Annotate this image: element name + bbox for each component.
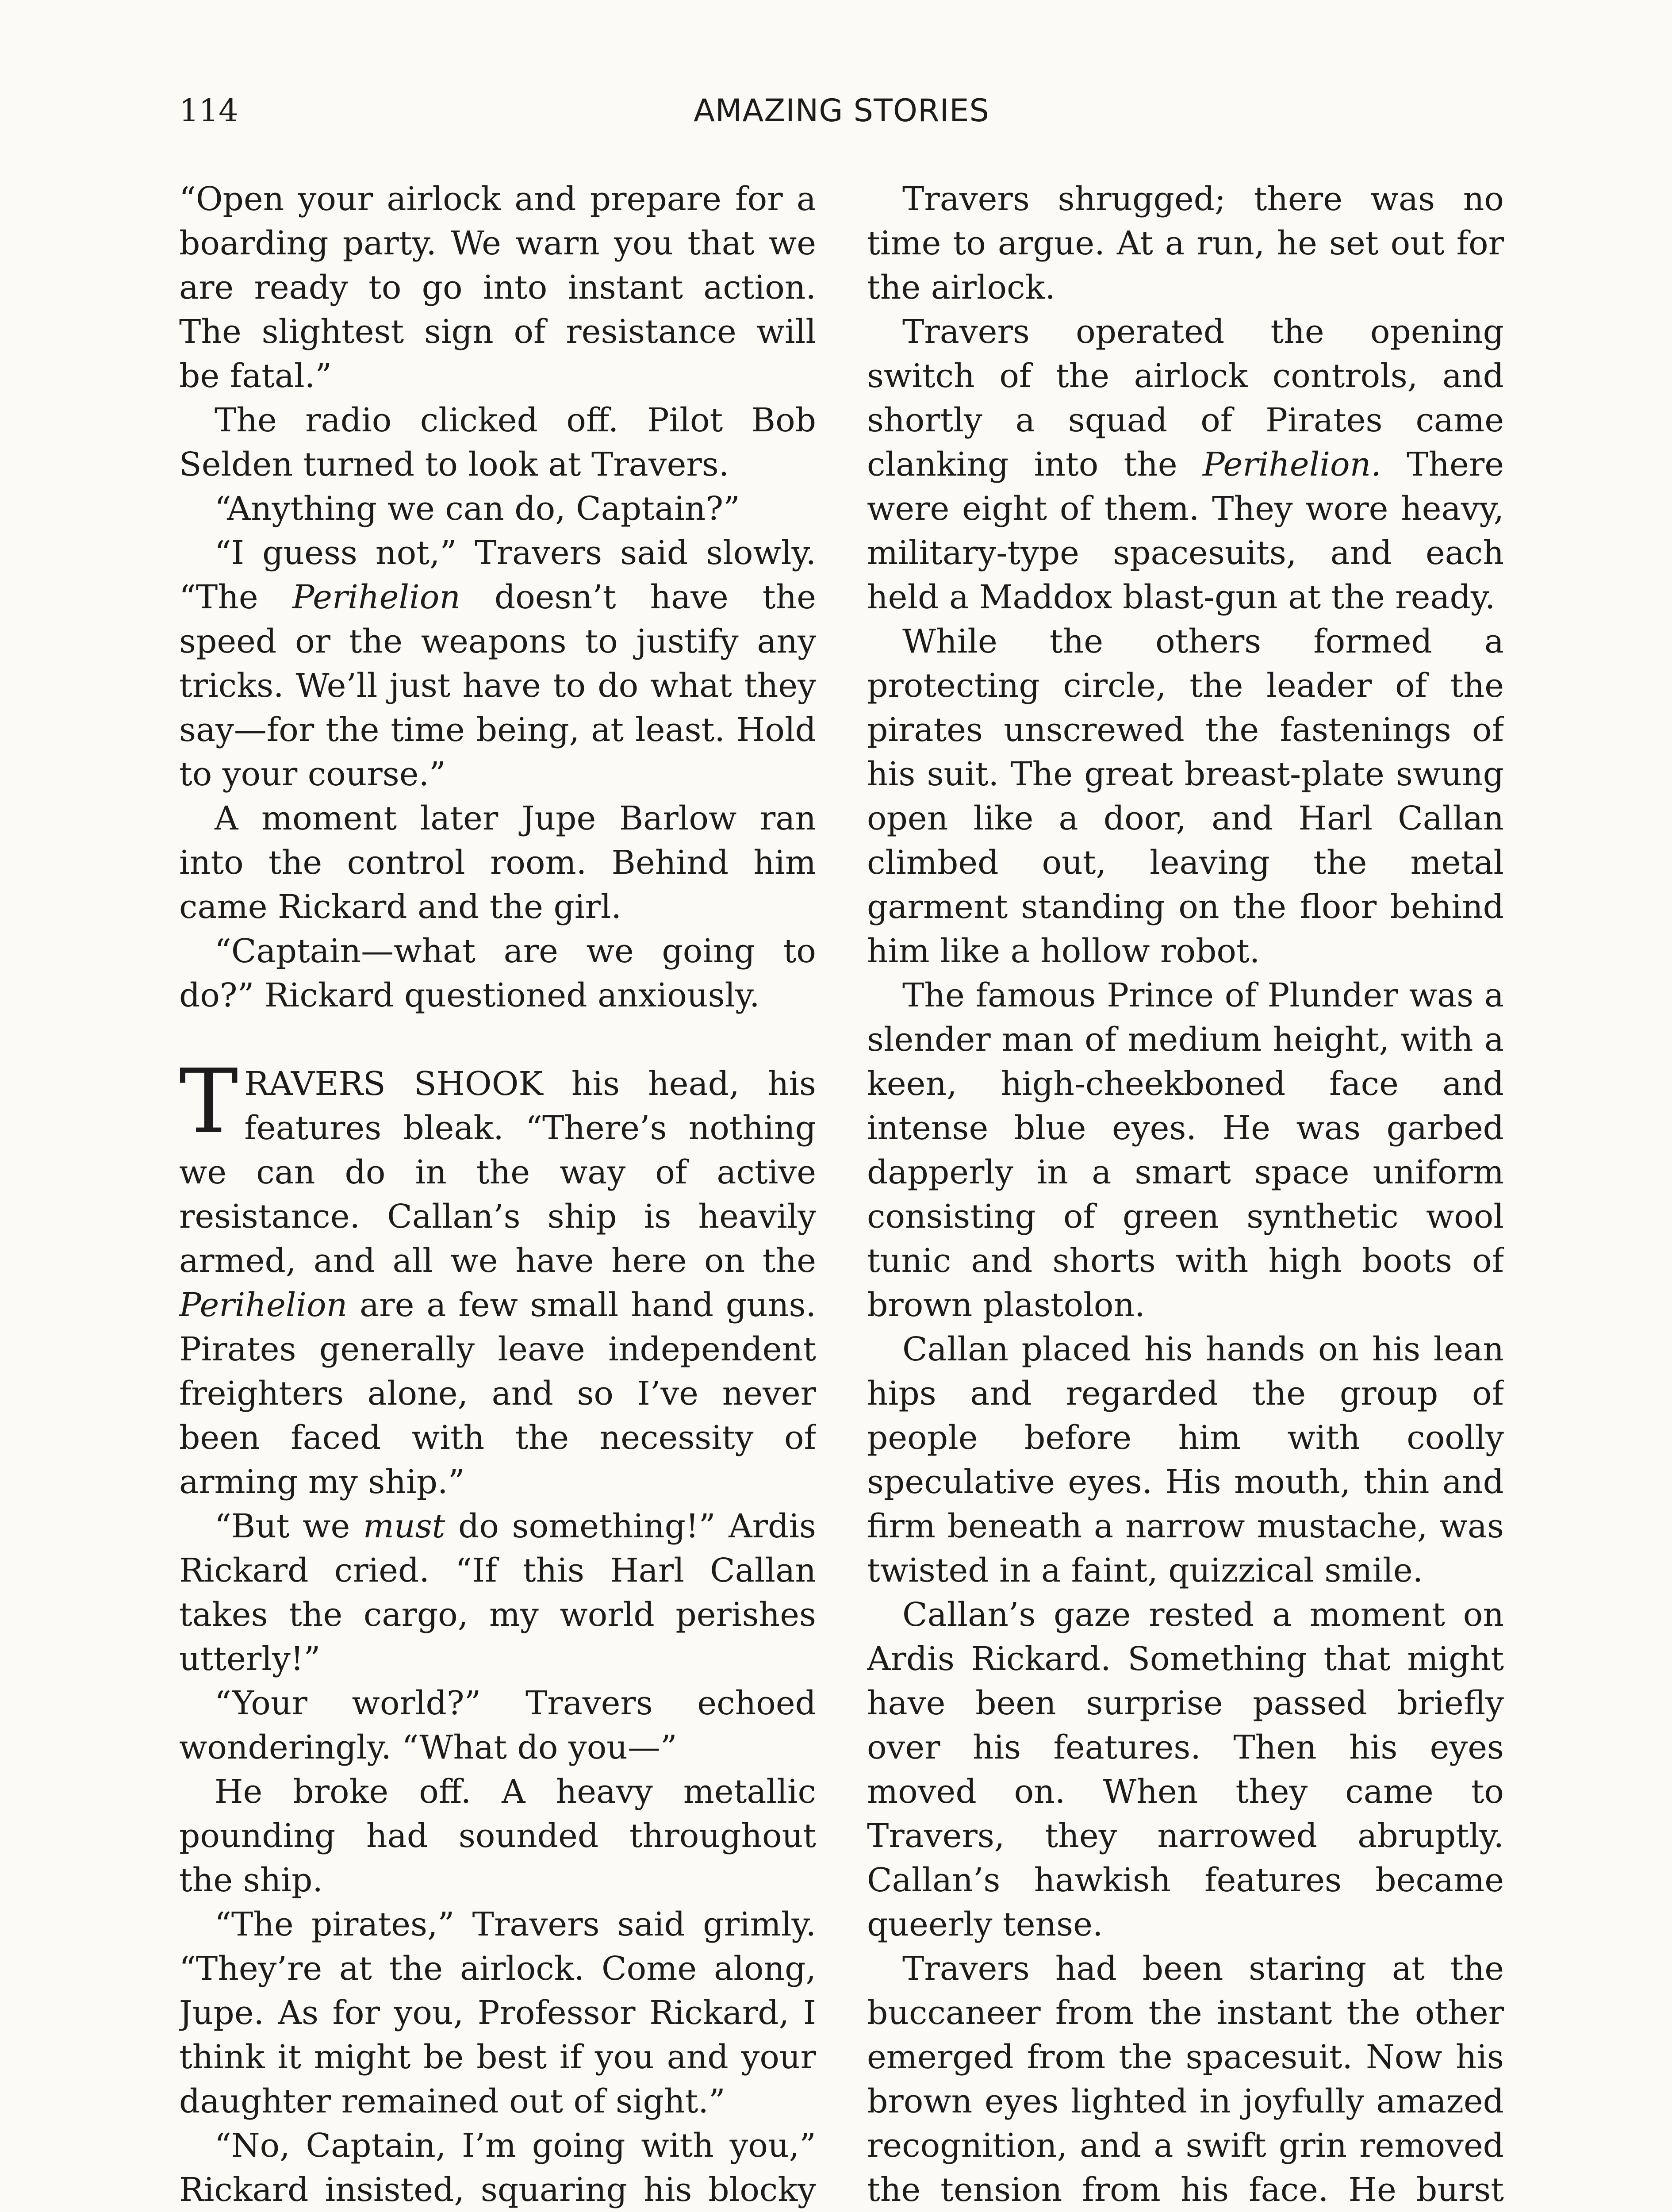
paragraph: “Captain—what are we going to do?” Rickard questioned anxiously. <box>179 932 816 1014</box>
paragraph: Callan placed his hands on his lean hips and regarded the group of people before him with coolly speculative eyes. His mouth, thin and firm beneath a narrow mustache, was twisted in a faint, quizzical smile. <box>867 1330 1504 1590</box>
left-column <box>179 177 816 2212</box>
paragraph: “Your world?” Travers echoed wonderingly. “What do you—” <box>179 1684 816 1767</box>
page-number: 114 <box>179 92 238 129</box>
paragraph: “Open your airlock and prepare for a boarding party. We warn you that we are ready to go into instant action. The slightest sign of resistance will be fatal.” <box>179 180 816 395</box>
ship-name: Perihelion. <box>1202 445 1381 484</box>
paragraph: “The pirates,” Travers said grimly. “They’re at the airlock. Come along, Jupe. As for you, Professor Rickard, I think it might be best if you and your daughter remained out of sight.” <box>179 1905 816 2120</box>
paragraph: “No, Captain, I’m going with you,” Rickard insisted, squaring his blocky <box>179 2127 816 2209</box>
paragraph: While the others formed a protecting circle, the leader of the pirates unscrewed the fastenings of his suit. The great breast-plate swung open like a door, and Harl Callan climbed out, leaving the metal garment standing on the floor behind him like a hollow robot. <box>867 622 1504 970</box>
paragraph: Travers operated the opening switch of the airlock controls, and shortly a squad of Pirates came clanking into the Perihelion. There were eight of them. They wore heavy, military-type spacesuits, and each held a Maddox blast-gun at the ready. <box>867 313 1504 616</box>
section-start-paragraph: TRAVERS SHOOK his head, his features bleak. “There’s nothing we can do in the way of active resistance. Callan’s ship is heavily armed, and all we have here on the Perihelion are a few small hand guns. Pirates generally leave independent freighters alone, and so I’ve never been faced with the necessity of arming my ship.” <box>179 1050 816 1501</box>
emphasis: must <box>363 1507 445 1545</box>
right-column <box>867 177 1504 2212</box>
ship-name: Perihelion <box>179 1286 348 1324</box>
paragraph: A moment later Jupe Barlow ran into the control room. Behind him came Rickard and the girl. <box>179 799 816 926</box>
paragraph: The famous Prince of Plunder was a slender man of medium height, with a keen, high-cheekboned face and intense blue eyes. He was garbed dapperly in a smart space uniform consisting of green synthetic wool tunic and shorts with high boots of brown plastolon. <box>867 976 1504 1324</box>
paragraph: Travers had been staring at the buccaneer from the instant the other emerged from the spacesuit. Now his brown eyes lighted in joyfully amazed recognition, and a swift grin removed the tension from his face. He burst <box>867 1950 1504 2209</box>
drop-cap: T <box>179 1050 238 1153</box>
paragraph: “Anything we can do, Captain?” <box>215 490 740 528</box>
paragraph: Travers shrugged; there was no time to argue. At a run, he set out for the airlock. <box>867 180 1504 307</box>
page-header <box>179 84 1504 137</box>
paragraph: He broke off. A heavy metallic pounding had sounded throughout the ship. <box>179 1773 816 1899</box>
paragraph: “I guess not,” Travers said slowly. “The Perihelion doesn’t have the speed or the weapons to justify any tricks. We’ll just have to do what they say—for the time being, at least. Hold to your course.” <box>179 534 816 793</box>
paragraph: The radio clicked off. Pilot Bob Selden turned to look at Travers. <box>179 401 816 484</box>
ship-name: Perihelion <box>292 578 460 616</box>
paragraph: Callan’s gaze rested a moment on Ardis Rickard. Something that might have been surprise passed briefly over his features. Then his eyes moved on. When they came to Travers, they narrowed abruptly. Callan’s hawkish features became queerly tense. <box>867 1596 1504 1943</box>
running-title: AMAZING STORIES <box>694 92 989 129</box>
paragraph: “But we must do something!” Ardis Rickard cried. “If this Harl Callan takes the cargo, my world perishes utterly!” <box>179 1507 816 1678</box>
